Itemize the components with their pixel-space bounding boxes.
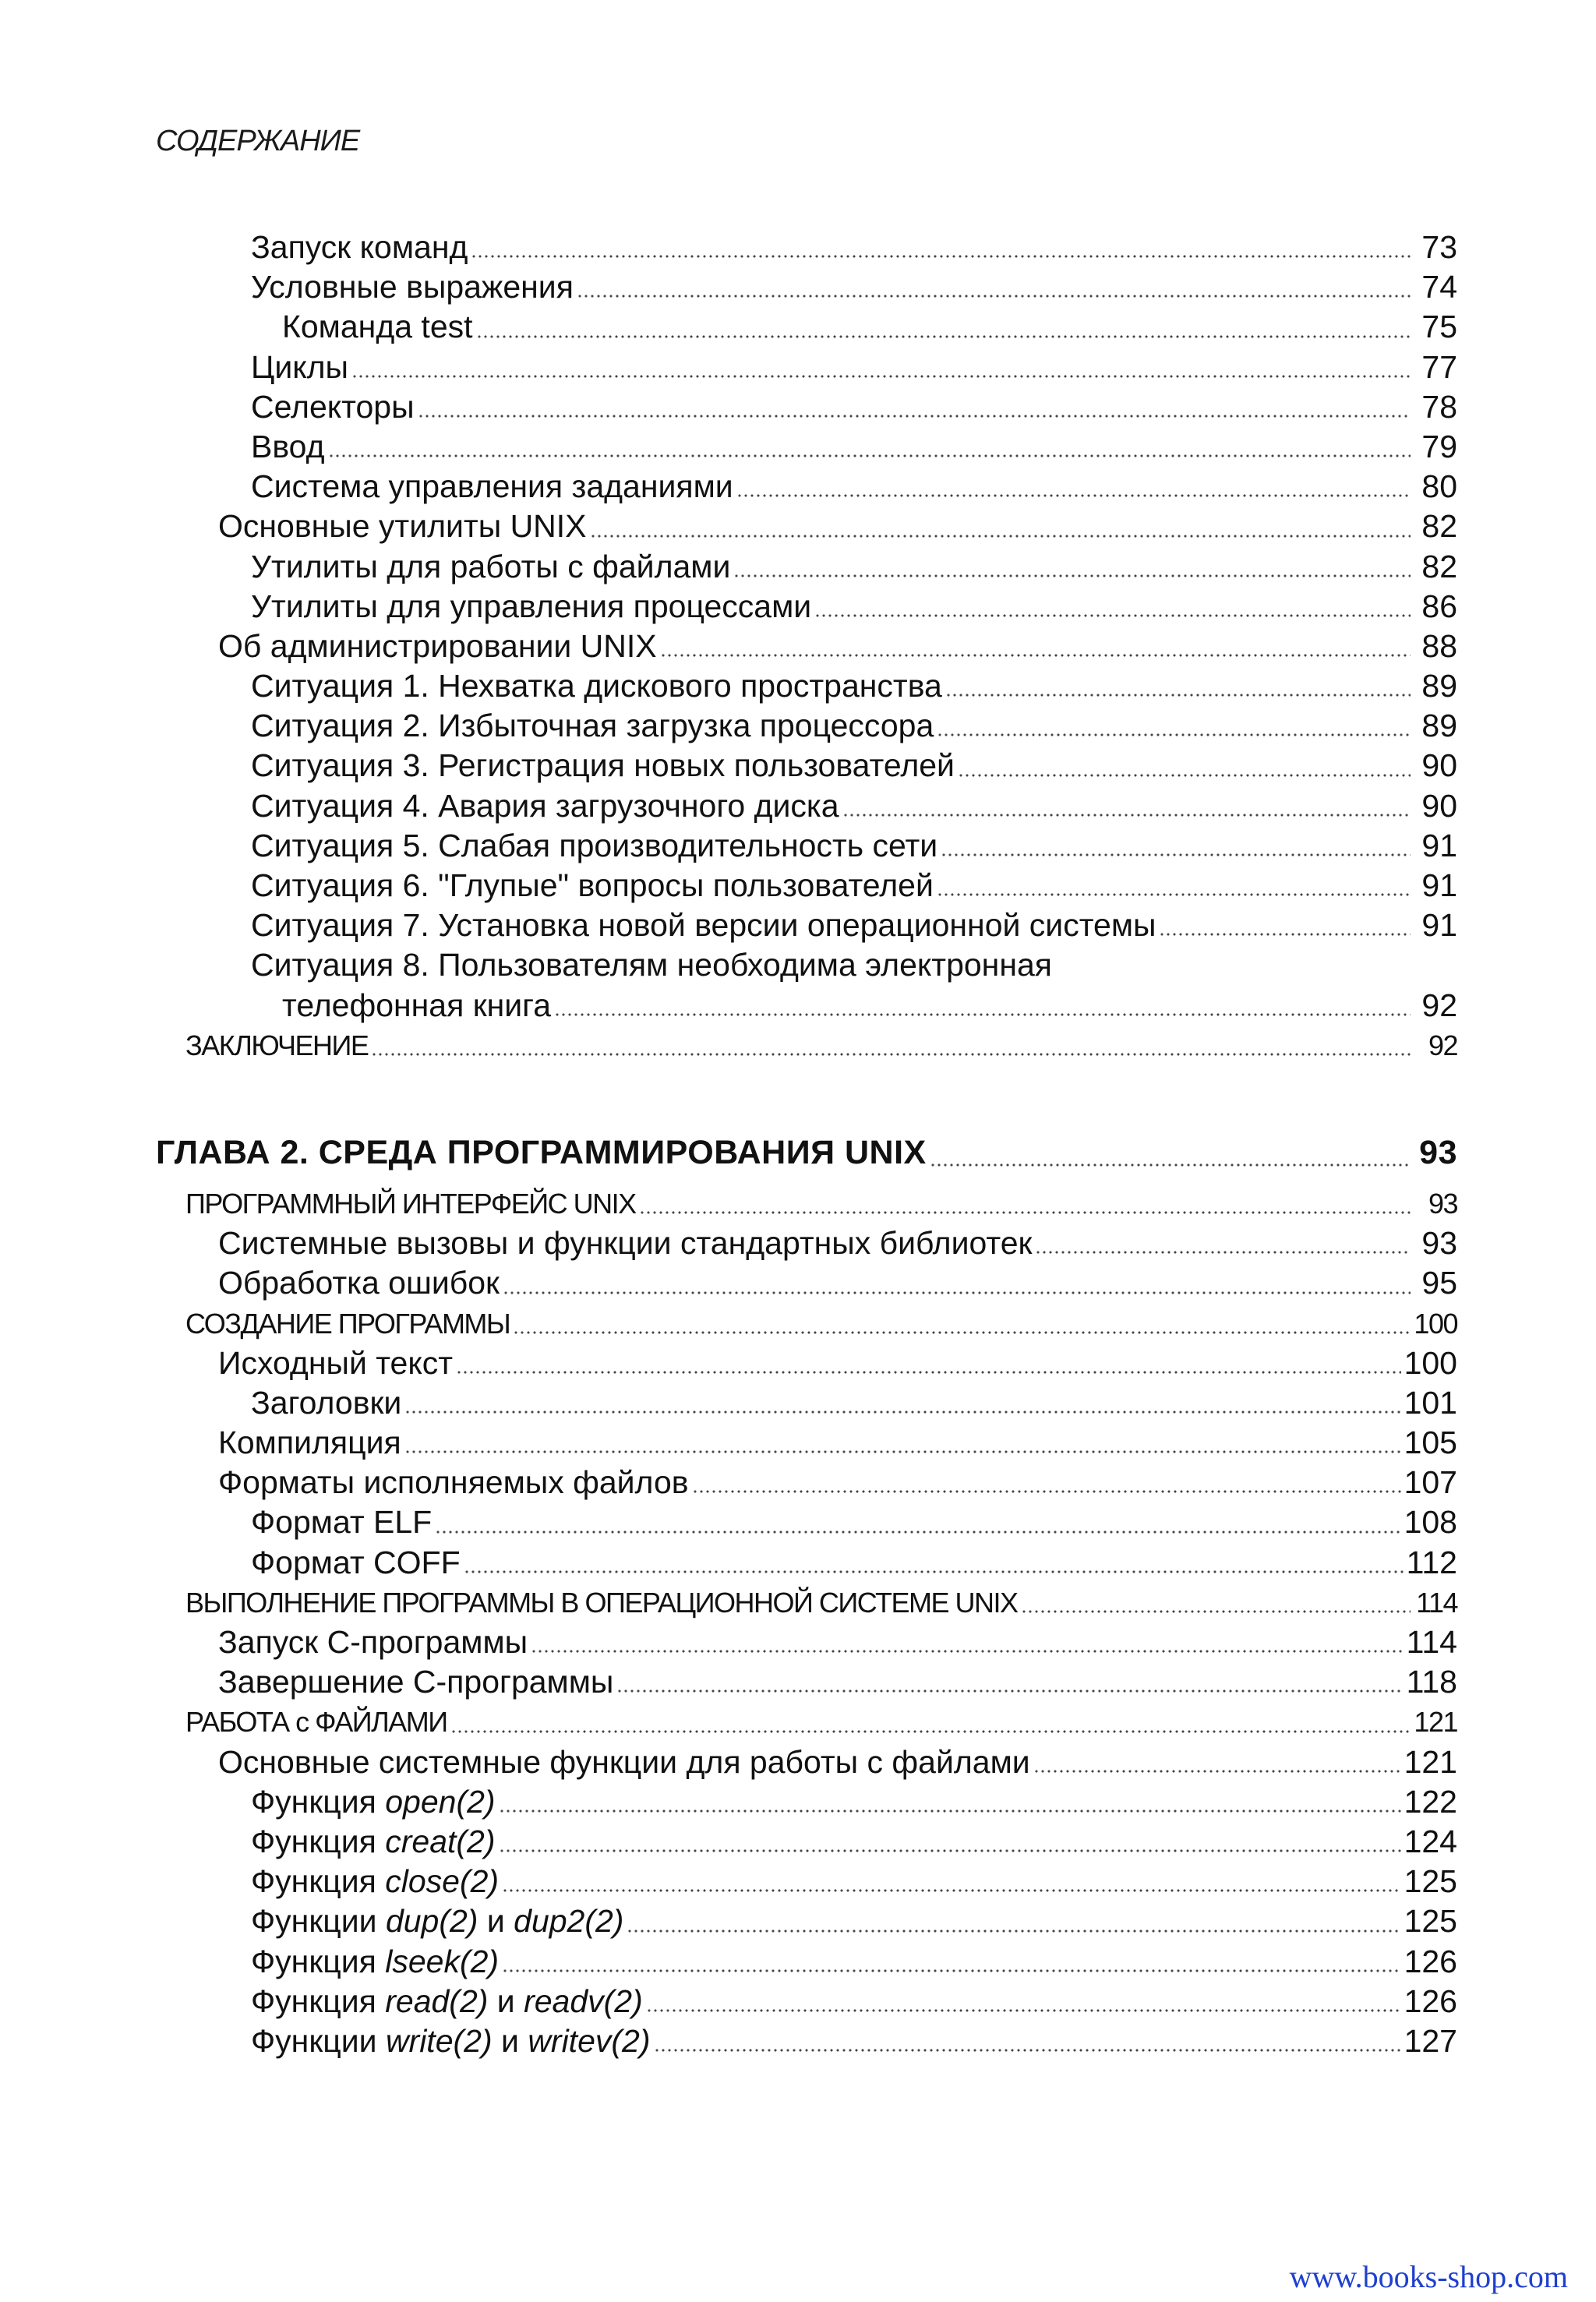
toc-leader-dots <box>958 746 1411 786</box>
toc-entry <box>0 307 1596 347</box>
toc-page-number: 108 <box>1404 1504 1457 1541</box>
toc-entry-title: телефонная книга <box>282 987 552 1023</box>
toc-entry-function: dup2(2) <box>514 1903 624 1940</box>
toc-leader-dots <box>1033 1742 1401 1782</box>
toc-entry-prefix: Функция <box>251 1863 386 1900</box>
toc-entry-title: Циклы <box>251 348 349 385</box>
toc-leader-dots <box>941 826 1411 866</box>
toc-entry-function: lseek(2) <box>385 1943 500 1979</box>
toc-entry-title: Ситуация 1. Нехватка дискового пространства <box>251 668 942 704</box>
toc-entry <box>0 1463 1596 1502</box>
toc-spacer <box>0 1065 1596 1121</box>
toc-entry <box>0 387 1596 427</box>
toc-leader-dots <box>842 786 1411 826</box>
toc-entry-title: Утилиты для управления процессами <box>251 588 812 624</box>
toc-entry-title: Формат COFF <box>251 1544 461 1580</box>
toc-page-number: 82 <box>1421 548 1457 584</box>
toc-leader-dots <box>937 866 1411 906</box>
toc-entry-title: Команда test <box>282 309 473 345</box>
toc-page-number: 75 <box>1421 309 1457 345</box>
toc-leader-dots <box>945 666 1411 706</box>
toc-entry-title: Запуск С-программы <box>218 1624 528 1660</box>
toc-entry-title: Компиляция <box>218 1425 401 1461</box>
toc-page-number: 93 <box>1421 1225 1457 1262</box>
toc-page-number: 92 <box>1421 987 1457 1023</box>
toc-leader-dots <box>404 1383 1400 1423</box>
toc-entry-conjunction: и <box>478 1903 514 1940</box>
toc-entry-title <box>251 1901 623 1941</box>
toc-entry-function: writev(2) <box>528 2022 651 2059</box>
toc-entry <box>0 666 1596 706</box>
toc-leader-dots <box>646 1982 1401 2021</box>
toc-leader-dots <box>503 1263 1411 1303</box>
toc-entry <box>0 1223 1596 1263</box>
toc-entry-function: open(2) <box>385 1783 496 1820</box>
toc-leader-dots <box>736 467 1411 507</box>
toc-page-number: 80 <box>1421 468 1457 505</box>
toc-entry-function: write(2) <box>385 2022 493 2059</box>
toc-entry <box>0 826 1596 866</box>
toc-leader-dots <box>476 307 1411 347</box>
toc-page-number: 82 <box>1421 508 1457 545</box>
toc-entry <box>0 627 1596 666</box>
toc-entry-title: РАБОТА с ФАЙЛАМИ <box>185 1706 447 1739</box>
toc-entry-prefix: Функция <box>251 1943 386 1979</box>
toc-page-number: 114 <box>1416 1586 1457 1619</box>
toc-page-number: 88 <box>1421 627 1457 664</box>
toc-entry <box>0 786 1596 826</box>
toc-leader-dots <box>654 2021 1401 2061</box>
toc-leader-dots <box>450 1702 1411 1742</box>
toc-leader-dots <box>371 1026 1411 1065</box>
toc-page-number: 89 <box>1421 708 1457 744</box>
toc-entry-function: dup(2) <box>385 1903 478 1940</box>
toc-page-number: 73 <box>1421 229 1457 265</box>
toc-leader-dots <box>404 1423 1401 1463</box>
toc-leader-dots <box>418 387 1411 427</box>
toc-leader-dots <box>590 507 1411 546</box>
toc-entry-title: Условные выражения <box>251 269 574 305</box>
toc-entry-title: Обработка ошибок <box>218 1265 500 1301</box>
toc-entry <box>0 866 1596 906</box>
toc-entry <box>0 1662 1596 1702</box>
toc-leader-dots <box>1035 1223 1411 1263</box>
toc-entry-title: Ситуация 7. Установка новой версии операционной системы <box>251 907 1156 944</box>
toc-page-number: 107 <box>1404 1464 1457 1501</box>
toc-entry <box>0 427 1596 467</box>
toc-entry-title: СОЗДАНИЕ ПРОГРАММЫ <box>185 1307 510 1340</box>
toc-entry <box>0 1383 1596 1423</box>
toc-entry <box>0 587 1596 627</box>
toc-page-number: 100 <box>1404 1344 1457 1381</box>
toc-entry-title: Ситуация 3. Регистрация новых пользователей <box>251 747 955 784</box>
toc-entry-title <box>251 1982 643 2021</box>
toc-entry-title: Ввод <box>251 428 325 464</box>
toc-entry <box>0 2021 1596 2061</box>
toc-entry-conjunction: и <box>488 1982 524 2019</box>
toc-leader-dots <box>499 1782 1401 1822</box>
toc-entry <box>0 1901 1596 1941</box>
toc-leader-dots <box>502 1862 1401 1901</box>
toc-entry-title: Ситуация 5. Слабая производительность сети <box>251 827 938 863</box>
toc-leader-dots <box>627 1901 1400 1941</box>
toc-entry <box>0 1543 1596 1583</box>
toc-entry <box>0 906 1596 945</box>
toc-leader-dots <box>639 1184 1411 1223</box>
toc-entry-title: ПРОГРАММНЫЙ ИНТЕРФЕЙС UNIX <box>185 1187 636 1220</box>
toc-page-number: 112 <box>1406 1544 1457 1580</box>
toc-page-number: 122 <box>1404 1783 1457 1820</box>
toc-entry <box>0 1622 1596 1662</box>
toc-entry-title: Ситуация 2. Избыточная загрузка процессора <box>251 708 934 744</box>
toc-entry-title: ВЫПОЛНЕНИЕ ПРОГРАММЫ В ОПЕРАЦИОННОЙ СИСТЕМЕ UNIX <box>185 1586 1018 1619</box>
toc-page-number: 121 <box>1404 1743 1457 1780</box>
toc-page-number: 105 <box>1404 1425 1457 1461</box>
toc-entry <box>0 1942 1596 1982</box>
toc-leader-dots <box>513 1304 1411 1343</box>
toc-entry-title <box>251 1782 496 1822</box>
toc-leader-dots <box>471 228 1411 267</box>
toc-entry-title: Система управления заданиями <box>251 468 733 505</box>
toc-section <box>0 1702 1596 1742</box>
toc-entry-prefix: Функции <box>251 2022 386 2059</box>
toc-entry-title: Запуск команд <box>251 229 468 265</box>
toc-entry-function: readv(2) <box>524 1982 643 2019</box>
toc-entry-prefix: Функция <box>251 1823 386 1859</box>
toc-leader-dots <box>456 1343 1401 1383</box>
toc-page-number: 101 <box>1404 1384 1457 1421</box>
toc-leader-dots <box>464 1543 1404 1583</box>
toc-page-number: 124 <box>1404 1823 1457 1859</box>
toc-entry <box>0 507 1596 546</box>
toc-section <box>0 1184 1596 1223</box>
footer-site-link[interactable]: www.books-shop.com <box>1289 2259 1568 2294</box>
toc-page-number: 77 <box>1421 348 1457 385</box>
toc-page-number: 95 <box>1421 1265 1457 1301</box>
toc-entry <box>0 1782 1596 1822</box>
toc-entry-title: Системные вызовы и функции стандартных библиотек <box>218 1225 1033 1262</box>
toc-entry-function: read(2) <box>385 1982 489 2019</box>
toc-page-number: 86 <box>1421 588 1457 624</box>
toc-page-number: 92 <box>1428 1029 1457 1061</box>
toc-page-number: 93 <box>1419 1133 1457 1171</box>
toc-entry-function: creat(2) <box>385 1823 496 1859</box>
toc-leader-dots <box>499 1822 1401 1862</box>
toc-entry-title: ГЛАВА 2. СРЕДА ПРОГРАММИРОВАНИЯ UNIX <box>156 1133 927 1171</box>
toc-entry-prefix: Функция <box>251 1982 386 2019</box>
toc-page-number: 100 <box>1414 1307 1457 1340</box>
toc-entry <box>0 1423 1596 1463</box>
toc-page-number: 118 <box>1406 1664 1457 1700</box>
toc-entry <box>0 706 1596 746</box>
toc-entry <box>0 1343 1596 1383</box>
toc-section <box>0 1026 1596 1065</box>
toc-entry <box>0 547 1596 587</box>
toc-entry <box>0 228 1596 267</box>
toc-entry <box>0 746 1596 786</box>
toc-leader-dots <box>1159 906 1411 945</box>
toc-entry-title: Ситуация 4. Авария загрузочного диска <box>251 787 839 824</box>
toc-leader-dots <box>531 1622 1404 1662</box>
toc-entry-conjunction: и <box>492 2022 528 2059</box>
toc-page-number: 121 <box>1414 1706 1457 1739</box>
toc-leader-dots <box>930 1121 1411 1184</box>
toc-page-number: 114 <box>1406 1624 1457 1660</box>
toc-page-number: 91 <box>1421 907 1457 944</box>
toc-entry-title <box>251 2021 651 2061</box>
toc-entry-prefix: Функция <box>251 1783 386 1820</box>
toc-page-number: 78 <box>1421 388 1457 425</box>
toc-leader-dots <box>616 1662 1403 1702</box>
toc-entry <box>0 267 1596 307</box>
toc-entry-title <box>251 1822 496 1862</box>
toc-entry-title: Ситуация 6. "Глупые" вопросы пользователей <box>251 867 934 903</box>
toc-page-number: 127 <box>1404 2022 1457 2059</box>
toc-entry <box>0 1502 1596 1542</box>
toc-entry <box>0 986 1596 1026</box>
toc-page-number: 79 <box>1421 428 1457 464</box>
toc-entry-title: ЗАКЛЮЧЕНИЕ <box>185 1029 369 1061</box>
toc-page-number: 93 <box>1428 1187 1457 1220</box>
toc-entry <box>0 467 1596 507</box>
toc-page-number: 126 <box>1404 1943 1457 1979</box>
toc-page-number: 89 <box>1421 668 1457 704</box>
toc-entry-title <box>251 1942 499 1982</box>
toc-entry <box>0 1742 1596 1782</box>
toc-entry-title <box>251 1862 499 1901</box>
toc-page-number: 91 <box>1421 867 1457 903</box>
toc-page-number: 90 <box>1421 787 1457 824</box>
toc-leader-dots <box>1021 1583 1411 1622</box>
running-head: СОДЕРЖАНИЕ <box>156 125 360 157</box>
toc-leader-dots <box>577 267 1411 307</box>
toc-leader-dots <box>733 547 1411 587</box>
toc-entry-prefix: Функции <box>251 1903 386 1940</box>
toc-chapter <box>0 1121 1596 1184</box>
toc-page-number: 74 <box>1421 269 1457 305</box>
toc-entry <box>0 1862 1596 1901</box>
toc-entry-title: Основные утилиты UNIX <box>218 508 587 545</box>
toc-entry-title: Формат ELF <box>251 1504 433 1541</box>
toc-page-number: 126 <box>1404 1982 1457 2019</box>
toc-leader-dots <box>328 427 1411 467</box>
toc-page-number: 125 <box>1404 1863 1457 1900</box>
toc-entry-title: Основные системные функции для работы с файлами <box>218 1743 1030 1780</box>
toc-leader-dots <box>554 986 1411 1026</box>
toc-entry-title: Завершение С-программы <box>218 1664 614 1700</box>
toc-entry <box>0 1263 1596 1303</box>
toc-entry-title: Ситуация 8. Пользователям необходима электронная <box>251 947 1052 983</box>
toc-entry <box>0 1982 1596 2021</box>
toc-leader-dots <box>435 1502 1400 1542</box>
toc-section <box>0 1583 1596 1622</box>
toc-section <box>0 1304 1596 1343</box>
toc-leader-dots <box>660 627 1411 666</box>
toc-entry-title: Об администрировании UNIX <box>218 627 657 664</box>
toc-page-number: 91 <box>1421 827 1457 863</box>
table-of-contents <box>0 228 1596 2061</box>
toc-entry <box>0 945 1596 985</box>
toc-entry-title: Исходный текст <box>218 1344 454 1381</box>
toc-leader-dots <box>502 1942 1401 1982</box>
toc-entry <box>0 1822 1596 1862</box>
toc-entry-title: Заголовки <box>251 1384 402 1421</box>
toc-leader-dots <box>351 348 1411 387</box>
toc-leader-dots <box>692 1463 1401 1502</box>
toc-entry-title: Селекторы <box>251 388 415 425</box>
toc-entry <box>0 348 1596 387</box>
toc-page-number: 90 <box>1421 747 1457 784</box>
toc-entry-title: Форматы исполняемых файлов <box>218 1464 689 1501</box>
toc-entry-title: Утилиты для работы с файлами <box>251 548 731 584</box>
toc-entry-function: close(2) <box>385 1863 500 1900</box>
toc-leader-dots <box>937 706 1411 746</box>
toc-page-number: 125 <box>1404 1903 1457 1940</box>
toc-leader-dots <box>814 587 1411 627</box>
